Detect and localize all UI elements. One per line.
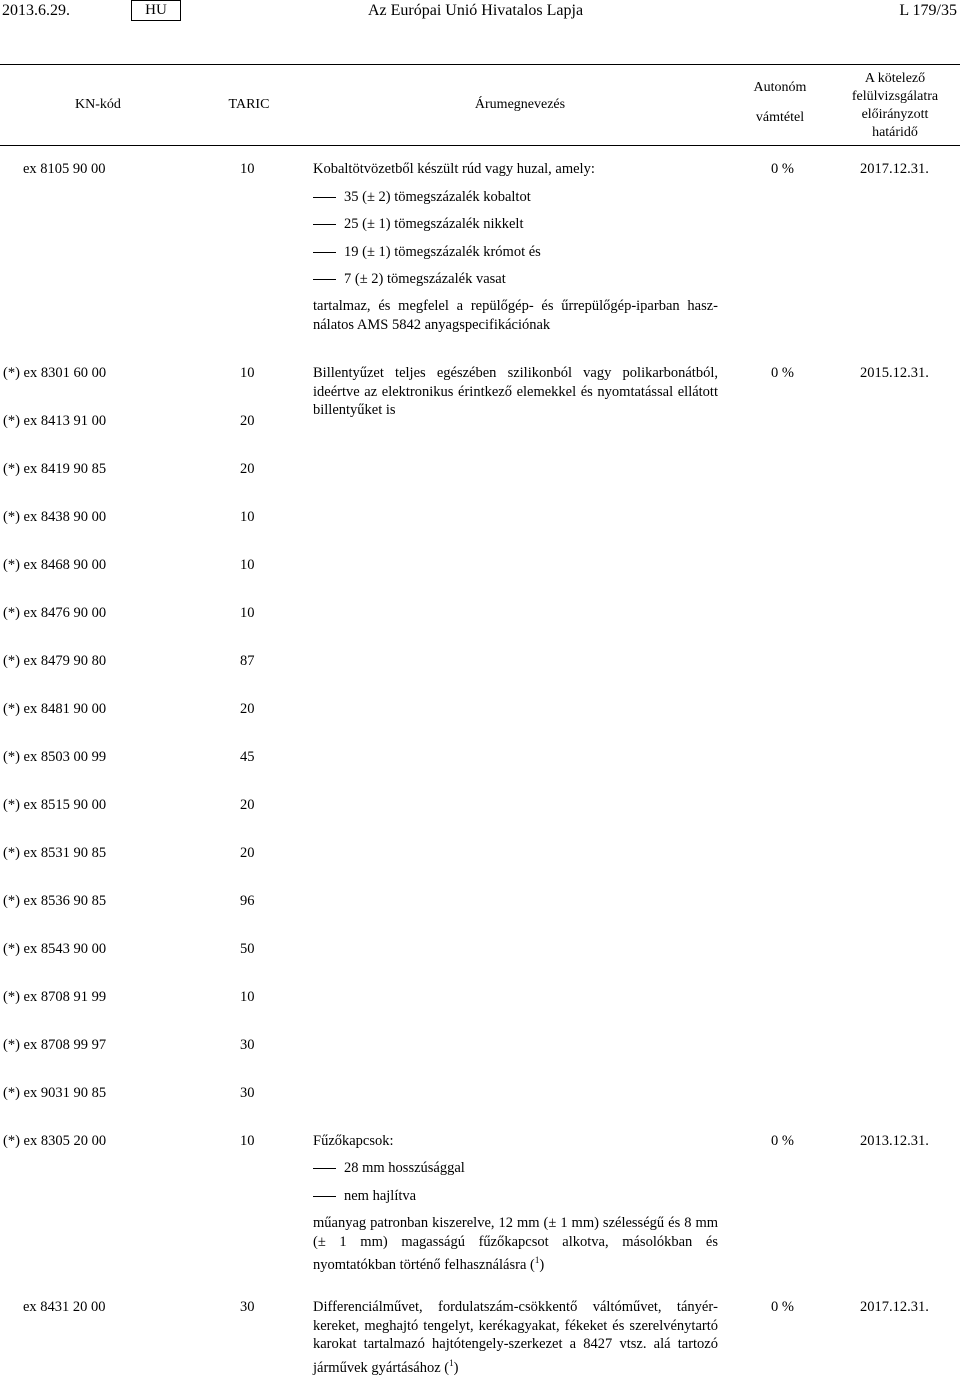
description-intro: Kobaltötvözetből készült rúd vagy huzal, amely:	[313, 161, 595, 177]
description-intro: Fűzőkapcsok:	[313, 1133, 394, 1149]
publication-date: 2013.6.29.	[2, 2, 70, 19]
taric-code: 87	[240, 653, 255, 669]
taric-code: 10	[240, 605, 255, 621]
description: Differenciálművet, fordulatszám-csökkentő váltóművet, tányérkereket, meghajtó tengelyt, kerékagyakat, fékeket és szerelvénytartó karokat tartalmazó hajtótengely-szerkezet a 8427 vtsz. alá tartozó járművek gyártásához ($^1$)	[313, 1299, 718, 1376]
kn-code: (*) ex 8536 90 85	[3, 893, 107, 909]
duty-rate: 0 %	[771, 1133, 794, 1149]
kn-code: (*) ex 8531 90 85	[3, 845, 107, 861]
taric-code: 20	[240, 413, 255, 429]
kn-code: (*) ex 8301 60 00	[3, 365, 107, 381]
kn-code: (*) ex 8413 91 00	[3, 413, 107, 429]
taric-code: 30	[240, 1299, 255, 1315]
kn-code: (*) ex 8503 00 99	[3, 749, 107, 765]
review-date: 2015.12.31.	[860, 365, 929, 381]
taric-code: 10	[240, 557, 255, 573]
kn-code: (*) ex 8479 90 80	[3, 653, 107, 669]
duty-rate: 0 %	[771, 365, 794, 381]
kn-code: (*) ex 8708 99 97	[3, 1037, 107, 1053]
description-dash-item: 28 mm hosszúsággal	[313, 1159, 465, 1177]
taric-code: 10	[240, 989, 255, 1005]
description-dash-item: 7 (± 2) tömegszázalék vasat	[313, 270, 506, 288]
taric-code: 20	[240, 845, 255, 861]
page-number: L 179/35	[899, 2, 957, 19]
kn-code: (*) ex 8305 20 00	[3, 1133, 107, 1149]
taric-code: 20	[240, 797, 255, 813]
review-date: 2013.12.31.	[860, 1133, 929, 1149]
col-header-taric: TARIC	[228, 97, 270, 112]
review-date: 2017.12.31.	[860, 161, 929, 177]
duty-rate: 0 %	[771, 161, 794, 177]
description-dash-item: nem hajlítva	[313, 1187, 416, 1205]
kn-code: (*) ex 8708 91 99	[3, 989, 107, 1005]
taric-code: 50	[240, 941, 255, 957]
kn-code: (*) ex 9031 90 85	[3, 1085, 107, 1101]
taric-code: 96	[240, 893, 255, 909]
duty-rate: 0 %	[771, 1299, 794, 1315]
taric-code: 10	[240, 365, 255, 381]
col-header-duty: Autonóm vámtétel	[753, 80, 807, 125]
taric-code: 10	[240, 1133, 255, 1149]
taric-code: 10	[240, 161, 255, 177]
taric-code: 10	[240, 509, 255, 525]
footnote-marker: 1	[534, 1255, 540, 1265]
taric-code: 20	[240, 701, 255, 717]
taric-code: 45	[240, 749, 255, 765]
taric-code: 30	[240, 1085, 255, 1101]
footnote-marker: 1	[449, 1357, 454, 1368]
taric-code: 30	[240, 1037, 255, 1053]
description: Billentyűzet teljes egészében szilikonból vagy polikarbonátból, ideértve az elektronikus érintkező elemekkel és nyomtatással ellátott billentyűket is	[313, 365, 718, 418]
kn-code: (*) ex 8543 90 00	[3, 941, 107, 957]
description-dash-item: 25 (± 1) tömegszázalék nikkelt	[313, 215, 523, 233]
col-header-review-date: A kötelező felülvizsgálatra előirányzott határidő	[851, 71, 939, 140]
journal-title: Az Európai Unió Hivatalos Lapja	[368, 2, 584, 19]
col-header-description: Árumegnevezés	[474, 97, 566, 112]
kn-code: (*) ex 8515 90 00	[3, 797, 107, 813]
description-dash-item: 35 (± 2) tömegszázalék kobaltot	[313, 188, 531, 206]
description-outro: műanyag patronban kiszerelve, 12 mm (± 1 mm) szélességű és 8 mm (± 1 mm) magasságú fűzőkapcsot alkotva, másolókban és nyomtatókban történő felhasználásra ($^1$)	[313, 1215, 718, 1273]
kn-code: (*) ex 8438 90 00	[3, 509, 107, 525]
kn-code: (*) ex 8481 90 00	[3, 701, 107, 717]
kn-code: ex 8105 90 00	[23, 161, 106, 177]
kn-code: (*) ex 8419 90 85	[3, 461, 107, 477]
kn-code: ex 8431 20 00	[23, 1299, 106, 1315]
col-header-kn: KN-kód	[75, 97, 121, 112]
table-top-rule	[0, 64, 960, 65]
description-outro: tartalmaz, és megfelel a repülőgép- és űrrepülőgép-iparban használatos AMS 5842 anyagspecifikációnak	[313, 298, 718, 333]
kn-code: (*) ex 8476 90 00	[3, 605, 107, 621]
review-date: 2017.12.31.	[860, 1299, 929, 1315]
description-dash-item: 19 (± 1) tömegszázalék krómot és	[313, 243, 541, 261]
language-badge: HU	[131, 0, 181, 21]
kn-code: (*) ex 8468 90 00	[3, 557, 107, 573]
table-header-rule	[0, 145, 960, 146]
taric-code: 20	[240, 461, 255, 477]
